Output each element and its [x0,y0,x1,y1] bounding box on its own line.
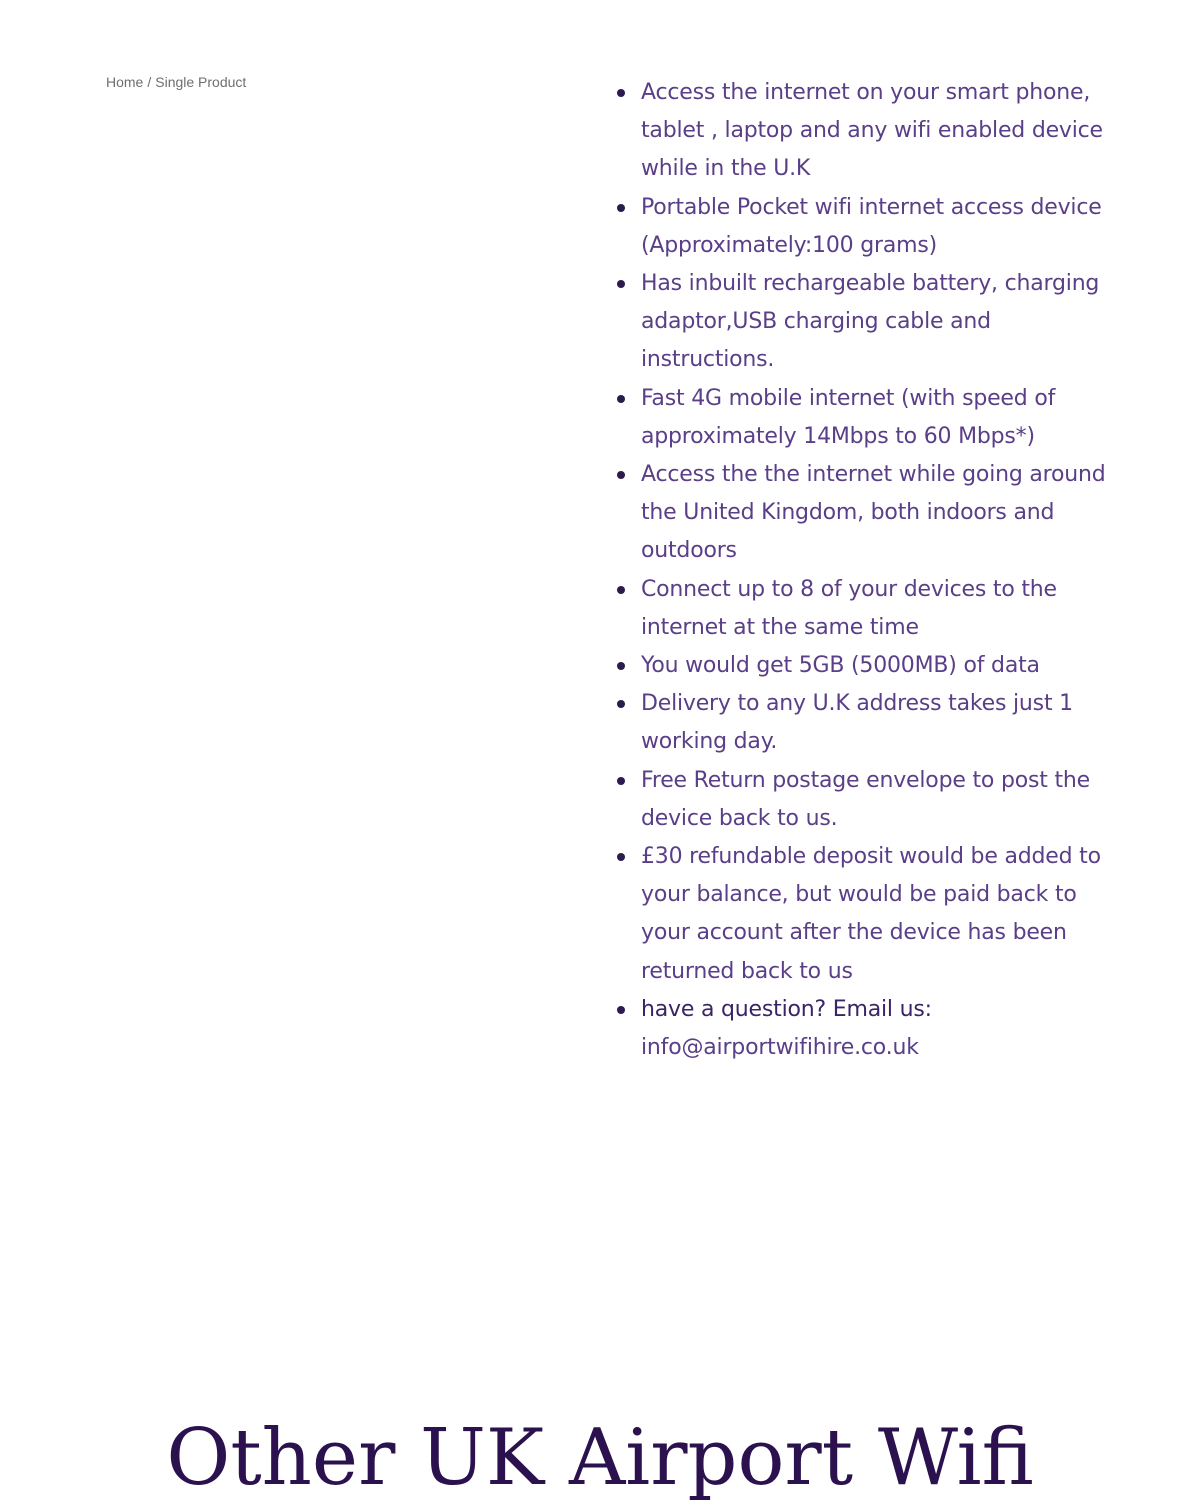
product-features-list [610,74,1110,1067]
feature-item [610,189,1110,265]
feature-text: £30 refundable deposit would be added to your balance, but would be paid back to your account after the device has been returned back to us [641,844,1101,984]
feature-text: Free Return postage envelope to post the device back to us. [641,767,1090,831]
contact-question: have a question? Email us: [641,996,932,1022]
feature-item [610,647,1110,685]
bullet-icon [617,204,625,212]
feature-item [610,571,1110,647]
feature-text: Access the the internet while going around the United Kingdom, both indoors and outdoors [641,462,1106,564]
feature-item [610,456,1110,571]
feature-text: Access the internet on your smart phone, tablet , laptop and any wifi enabled device while in the U.K [641,80,1103,182]
bullet-icon [617,586,625,594]
bullet-icon [617,280,625,288]
section-title: Other UK Airport Wifi [166,1413,1034,1503]
feature-item [610,265,1110,380]
feature-item [610,685,1110,761]
feature-item [610,838,1110,991]
feature-text: Portable Pocket wifi internet access device (Approximately:100 grams) [641,194,1102,258]
bullet-icon [617,471,625,479]
bullet-icon [617,700,625,708]
bullet-icon [617,1006,625,1014]
feature-item [610,762,1110,838]
contact-email-link[interactable]: info@airportwifihire.co.uk [641,1035,919,1061]
breadcrumb-home-link[interactable]: Home [106,74,144,90]
feature-text: Fast 4G mobile internet (with speed of approximately 14Mbps to 60 Mbps*) [641,385,1056,449]
bullet-icon [617,662,625,670]
feature-text: Has inbuilt rechargeable battery, charging adaptor,USB charging cable and instructions. [641,271,1100,373]
breadcrumb [106,72,246,92]
feature-text: You would get 5GB (5000MB) of data [641,653,1040,679]
contact-item [610,991,1110,1067]
feature-item [610,74,1110,189]
bullet-icon [617,395,625,403]
breadcrumb-current: Single Product [155,74,247,90]
feature-item [610,380,1110,456]
bullet-icon [617,89,625,97]
bullet-icon [617,853,625,861]
feature-text: Connect up to 8 of your devices to the internet at the same time [641,576,1057,640]
feature-text: Delivery to any U.K address takes just 1 working day. [641,691,1073,755]
breadcrumb-separator: / [147,74,152,90]
bullet-icon [617,777,625,785]
